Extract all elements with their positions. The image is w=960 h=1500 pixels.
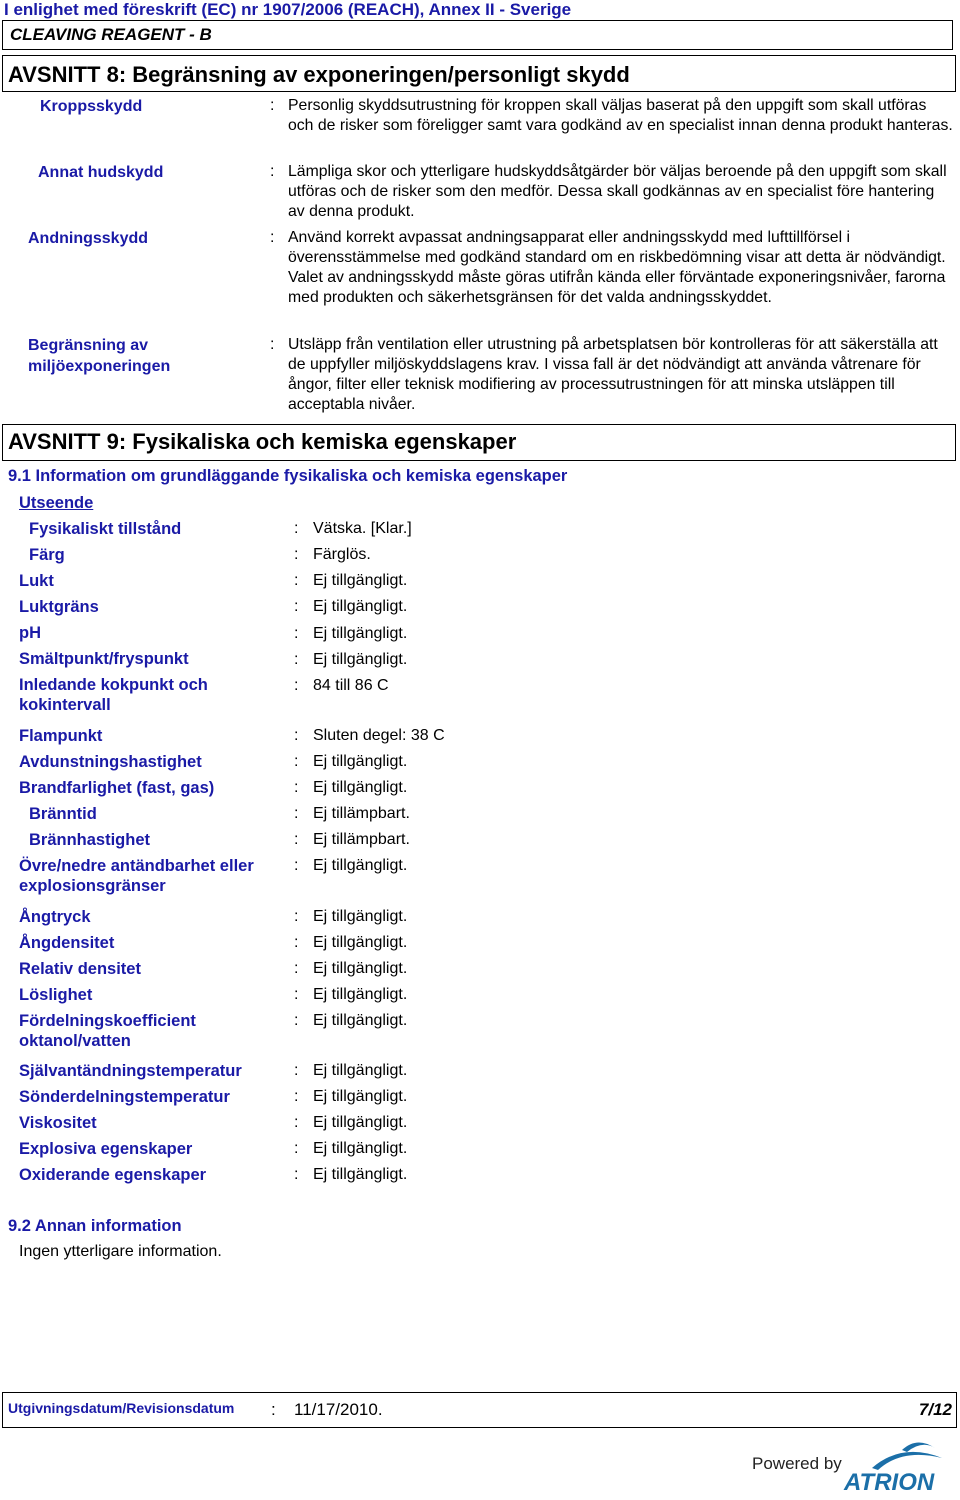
property-colon: : xyxy=(294,908,299,925)
property-label: Fysikaliskt tillstånd xyxy=(29,520,182,538)
atrion-logo-mark xyxy=(752,1438,957,1494)
property-label: Övre/nedre antändbarhet eller explosionsgränser xyxy=(19,857,254,895)
property-colon: : xyxy=(294,986,299,1003)
section-8-text: Använd korrekt avpassat andningsapparat eller andningsskydd med lufttillförsel i överensstämmelse med godkänd standard om en riskbedömning visar att detta är nödvändigt. Valet av andningsskydd måste göras utifrån kända eller förväntade exponeringsnivåer, farorna med produkten och säkerhetsgränsen för det valda andningsskyddet. xyxy=(288,229,946,306)
property-label: Oxiderande egenskaper xyxy=(19,1166,207,1184)
section-8-colon: : xyxy=(270,163,275,180)
footer-revision-label: Utgivningsdatum/Revisionsdatum xyxy=(8,1400,235,1416)
subsection-9-1-title: 9.1 Information om grundläggande fysikaliska och kemiska egenskaper xyxy=(8,467,568,485)
section-8-text: Utsläpp från ventilation eller utrustning på arbetsplatsen bör kontrolleras för att säkerställa att de uppfyller miljöskyddslagens krav. I vissa fall är det nödvändigt att använda våtrenare för ångor, filter eller teknisk modifiering av processutrustningen för att minska utsläppen till acceptabla nivåer. xyxy=(288,336,938,413)
footer-revision-date: 11/17/2010. xyxy=(294,1400,383,1419)
property-label: Sönderdelningstemperatur xyxy=(19,1088,230,1106)
property-label: Explosiva egenskaper xyxy=(19,1140,193,1158)
section-8-colon: : xyxy=(270,97,275,114)
property-colon: : xyxy=(294,520,299,537)
property-colon: : xyxy=(294,598,299,615)
footer-colon: : xyxy=(271,1400,276,1419)
property-colon: : xyxy=(294,753,299,770)
property-value: Ej tillämpbart. xyxy=(313,805,410,822)
property-value: Vätska. [Klar.] xyxy=(313,520,412,537)
property-label: Avdunstningshastighet xyxy=(19,753,202,771)
property-label: Brännhastighet xyxy=(29,831,151,849)
property-value: Sluten degel: 38 C xyxy=(313,727,445,744)
property-value: Ej tillgängligt. xyxy=(313,779,408,796)
property-label: Relativ densitet xyxy=(19,960,141,978)
property-value: Ej tillgängligt. xyxy=(313,651,408,668)
property-colon: : xyxy=(294,625,299,642)
property-label: Ångdensitet xyxy=(19,934,115,952)
property-colon: : xyxy=(294,727,299,744)
section-8-text: Lämpliga skor och ytterligare hudskyddsåtgärder bör väljas beroende på den uppgift som skall utföras och de risker som den medför. Dessa skall godkännas av en specialist före hantering av denna produkt. xyxy=(288,163,947,220)
property-colon: : xyxy=(294,1062,299,1079)
property-colon: : xyxy=(294,857,299,874)
property-colon: : xyxy=(294,1088,299,1105)
property-value: Ej tillgängligt. xyxy=(313,1088,408,1105)
property-label: Fördelningskoefficient oktanol/vatten xyxy=(19,1012,196,1050)
property-colon: : xyxy=(294,677,299,694)
section-8-label: Annat hudskydd xyxy=(38,164,164,181)
document-regulation-title: I enlighet med föreskrift (EC) nr 1907/2006 (REACH), Annex II - Sverige xyxy=(4,0,572,19)
property-label: Smältpunkt/fryspunkt xyxy=(19,650,189,668)
property-value: Ej tillgängligt. xyxy=(313,1114,408,1131)
property-value: Ej tillgängligt. xyxy=(313,1012,408,1029)
atrion-logo xyxy=(752,1438,957,1494)
property-value: Ej tillämpbart. xyxy=(313,831,410,848)
property-colon: : xyxy=(294,1114,299,1131)
property-colon: : xyxy=(294,805,299,822)
property-value: Ej tillgängligt. xyxy=(313,934,408,951)
property-value: Ej tillgängligt. xyxy=(313,625,408,642)
section-8-label: Begränsning av miljöexponeringen xyxy=(28,337,171,375)
property-colon: : xyxy=(294,651,299,668)
atrion-brand-text: ATRION xyxy=(844,1469,935,1494)
property-colon: : xyxy=(294,831,299,848)
section-8-text: Personlig skyddsutrustning för kroppen skall väljas baserat på den uppgift som skall utföras och de risker som föreligger samt vara godkänd av en specialist innan denna produkt hanteras. xyxy=(288,97,953,134)
property-value: Ej tillgängligt. xyxy=(313,1166,408,1183)
product-name: CLEAVING REAGENT - B xyxy=(10,25,212,44)
property-value: Färglös. xyxy=(313,546,371,563)
property-value: Ej tillgängligt. xyxy=(313,986,408,1003)
property-colon: : xyxy=(294,1012,299,1029)
section-8-colon: : xyxy=(270,229,275,246)
property-colon: : xyxy=(294,572,299,589)
property-label: pH xyxy=(19,624,41,642)
property-colon: : xyxy=(294,779,299,796)
section-8-colon: : xyxy=(270,336,275,353)
property-label: Viskositet xyxy=(19,1114,97,1132)
property-label: Luktgräns xyxy=(19,598,99,616)
powered-by-text: Powered by xyxy=(752,1454,842,1473)
property-colon: : xyxy=(294,934,299,951)
property-value: Ej tillgängligt. xyxy=(313,1062,408,1079)
property-value: Ej tillgängligt. xyxy=(313,908,408,925)
product-name-box xyxy=(2,20,953,50)
appearance-heading: Utseende xyxy=(19,494,94,512)
property-value: Ej tillgängligt. xyxy=(313,857,408,874)
section-8-title: AVSNITT 8: Begränsning av exponeringen/personligt skydd xyxy=(8,62,630,87)
property-label: Löslighet xyxy=(19,986,93,1004)
section-8-label: Andningsskydd xyxy=(28,230,149,247)
other-information-text: Ingen ytterligare information. xyxy=(19,1243,222,1260)
property-label: Brandfarlighet (fast, gas) xyxy=(19,779,215,797)
page-number: 7/12 xyxy=(918,1400,952,1419)
property-value: Ej tillgängligt. xyxy=(313,598,408,615)
property-value: Ej tillgängligt. xyxy=(313,572,408,589)
property-label: Ångtryck xyxy=(19,908,91,926)
subsection-9-2-title: 9.2 Annan information xyxy=(8,1217,182,1235)
property-label: Flampunkt xyxy=(19,727,103,745)
section-8-label: Kroppsskydd xyxy=(40,98,143,115)
property-label: Lukt xyxy=(19,572,54,590)
property-colon: : xyxy=(294,1140,299,1157)
property-label: Inledande kokpunkt och kokintervall xyxy=(19,676,208,714)
property-label: Färg xyxy=(29,546,65,564)
property-colon: : xyxy=(294,546,299,563)
property-value: 84 till 86 C xyxy=(313,677,389,694)
property-colon: : xyxy=(294,960,299,977)
property-value: Ej tillgängligt. xyxy=(313,1140,408,1157)
property-value: Ej tillgängligt. xyxy=(313,753,408,770)
section-9-title: AVSNITT 9: Fysikaliska och kemiska egenskaper xyxy=(8,429,517,454)
property-value: Ej tillgängligt. xyxy=(313,960,408,977)
property-colon: : xyxy=(294,1166,299,1183)
property-label: Bränntid xyxy=(29,805,97,823)
property-label: Självantändningstemperatur xyxy=(19,1062,242,1080)
